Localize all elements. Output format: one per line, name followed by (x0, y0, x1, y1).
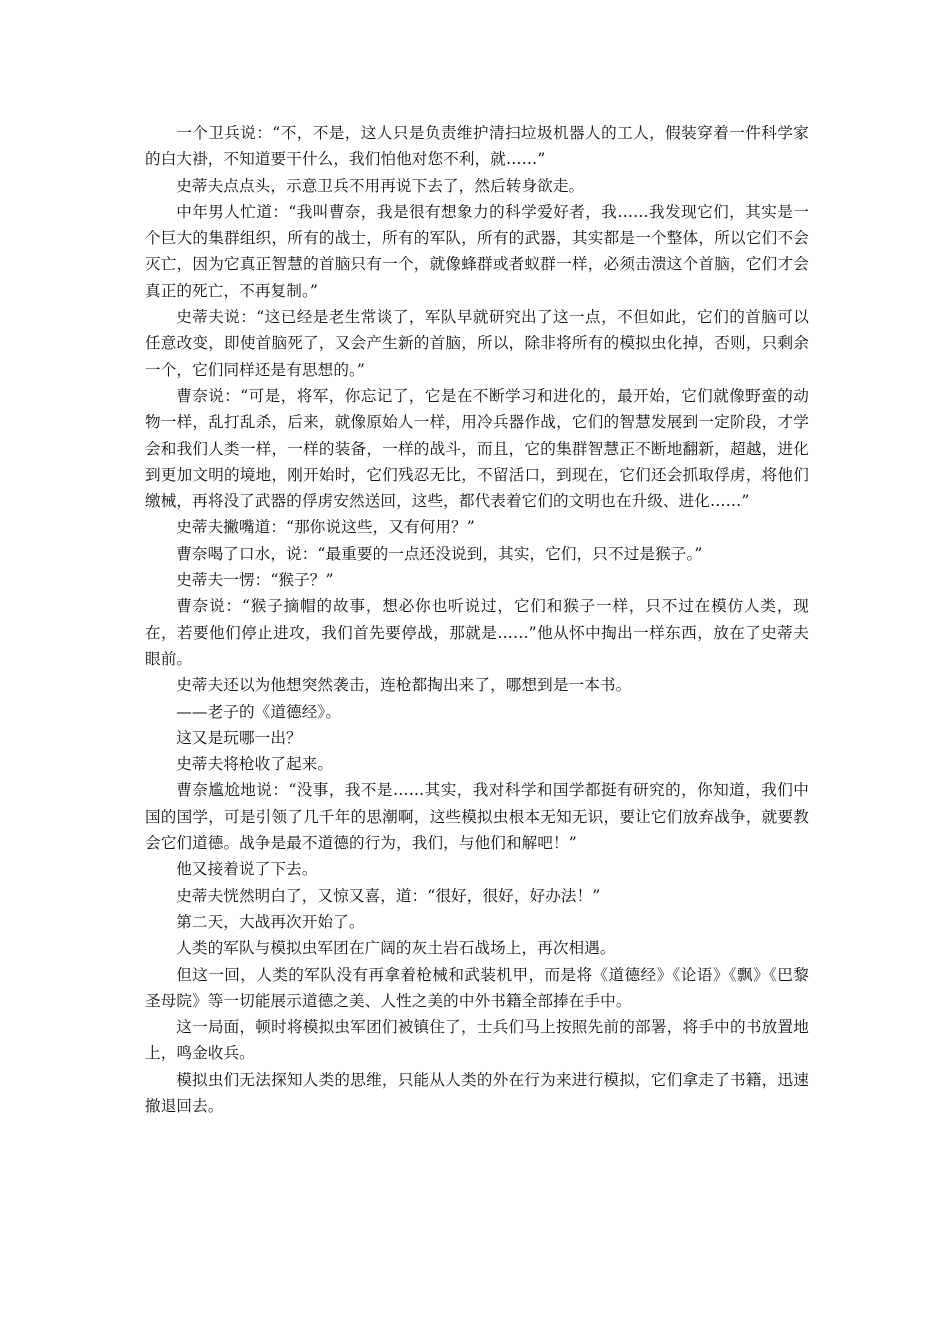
paragraph: 史蒂夫说：“这已经是老生常谈了，军队早就研究出了这一点，不但如此，它们的首脑可以任意改变，即使首脑死了，又会产生新的首脑，所以，除非将所有的模拟虫化掉，否则，只剩余一个，它们同样还是有思想的。” (145, 308, 809, 379)
paragraph: 曹奈说：“可是，将军，你忘记了，它是在不断学习和进化的，最开始，它们就像野蛮的动物一样，乱打乱杀，后来，就像原始人一样，用冷兵器作战，它们的智慧发展到一定阶段，才学会和我们人类一样，一样的装备，一样的战斗，而且，它的集群智慧正不断地翻新，超越，进化到更加文明的境地，刚开始时，它们残忍无比，不留活口，到现在，它们还会抓取俘虏，将他们缴械，再将没了武器的俘虏安然送回，这些，都代表着它们的文明也在升级、进化……” (145, 386, 809, 511)
paragraph: 这一局面，顿时将模拟虫军团们被镇住了，士兵们马上按照先前的部署，将手中的书放置地上，鸣金收兵。 (145, 1018, 809, 1063)
paragraph: 第二天，大战再次开始了。 (176, 912, 365, 931)
paragraph: 史蒂夫点点头，示意卫兵不用再说下去了，然后转身欲走。 (176, 176, 585, 195)
paragraph: 一个卫兵说：“不，不是，这人只是负责维护清扫垃圾机器人的工人，假装穿着一件科学家的白大褂，不知道要干什么，我们怕他对您不利，就……” (145, 124, 809, 169)
paragraph: ——老子的《道德经》。 (176, 702, 342, 721)
paragraph: 曹奈尴尬地说：“没事，我不是……其实，我对科学和国学都挺有研究的，你知道，我们中国的国学，可是引领了几千年的思潮啊，这些模拟虫根本无知无识，要让它们放弃战争，就要教会它们道德。战争是最不道德的行为，我们，与他们和解吧！” (145, 781, 809, 853)
paragraph: 他又接着说了下去。 (176, 860, 318, 879)
paragraph: 曹奈说：“猴子摘帽的故事，想必你也听说过，它们和猴子一样，只不过在模仿人类，现在，若要他们停止进攻，我们首先要停战，那就是……”他从怀中掏出一样东西，放在了史蒂夫眼前。 (145, 597, 809, 668)
paragraph: 史蒂夫撇嘴道：“那你说这些，又有何用？” (176, 518, 475, 537)
paragraph: 模拟虫们无法探知人类的思维，只能从人类的外在行为来进行模拟，它们拿走了书籍，迅速撤退回去。 (145, 1070, 809, 1115)
paragraph: 曹奈喝了口水，说：“最重要的一点还没说到，其实，它们，只不过是猴子。” (176, 544, 703, 563)
paragraph: 人类的军队与模拟虫军团在广阔的灰土岩石战场上，再次相遇。 (176, 939, 616, 958)
paragraph: 史蒂夫将枪收了起来。 (176, 755, 334, 774)
paragraph: 史蒂夫恍然明白了，又惊又喜，道：“很好，很好，好办法！” (176, 886, 601, 905)
paragraph: 中年男人忙道：“我叫曹奈，我是很有想象力的科学爱好者，我……我发现它们，其实是一个巨大的集群组织，所有的战士，所有的军队，所有的武器，其实都是一个整体，所以它们不会灭亡，因为它真正智慧的首脑只有一个，就像蜂群或者蚁群一样，必须击溃这个首脑，它们才会真正的死亡，不再复制。” (145, 202, 809, 300)
paragraph: 这又是玩哪一出？ (176, 728, 302, 747)
paragraph: 史蒂夫一愣：“猴子？” (176, 571, 334, 590)
paragraph: 但这一回，人类的军队没有再拿着枪械和武装机甲，而是将《道德经》《论语》《飘》《巴黎圣母院》等一切能展示道德之美、人性之美的中外书籍全部捧在手中。 (145, 965, 809, 1010)
document-body (145, 120, 809, 1119)
paragraph: 史蒂夫还以为他想突然袭击，连枪都掏出来了，哪想到是一本书。 (176, 676, 632, 695)
